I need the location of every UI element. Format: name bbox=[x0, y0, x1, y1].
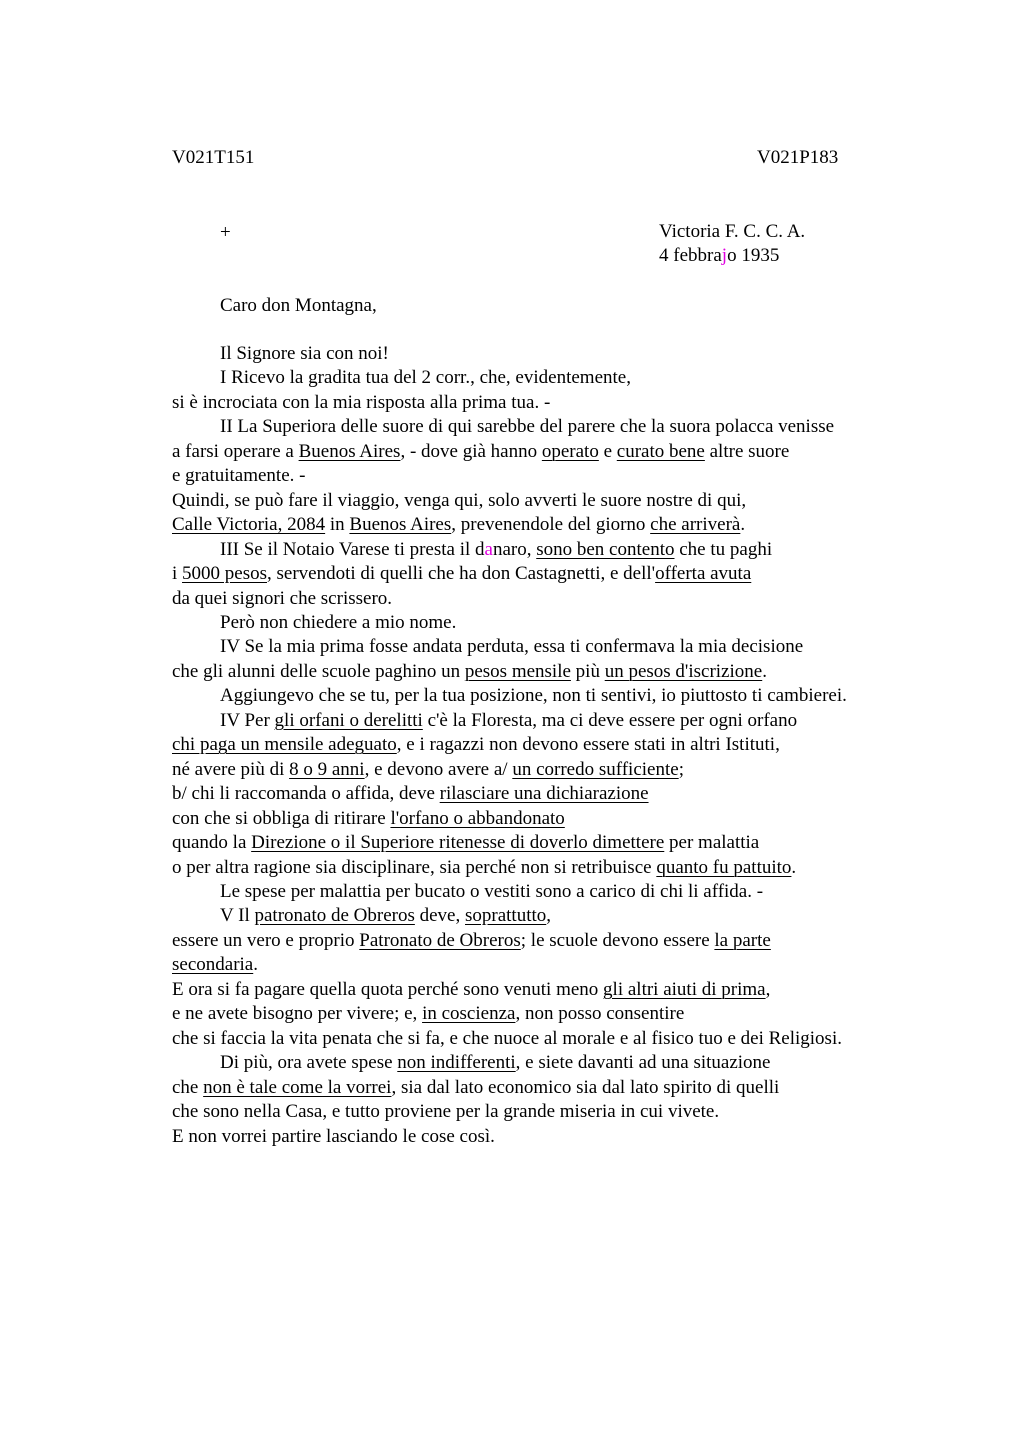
text-segment: Di più, ora avete spese bbox=[220, 1052, 398, 1074]
underlined-text: Buenos Aires bbox=[298, 440, 401, 462]
underlined-text: l'orfano o abbandonato bbox=[390, 807, 565, 829]
text-segment: altre suore bbox=[704, 440, 790, 462]
underlined-text: non indifferenti bbox=[397, 1052, 516, 1074]
text-segment: naro, bbox=[492, 538, 537, 560]
text-segment: I Ricevo la gradita tua del 2 corr., che, evidentemente, bbox=[220, 367, 631, 389]
date-part: o 1935 bbox=[727, 245, 780, 266]
text-segment: deve, bbox=[414, 905, 465, 927]
text-segment: e gratuitamente. - bbox=[172, 465, 306, 487]
body-line bbox=[172, 440, 932, 464]
body-line bbox=[172, 1002, 932, 1026]
text-segment: . bbox=[253, 954, 258, 976]
body-line bbox=[172, 733, 932, 757]
body-line bbox=[172, 562, 932, 586]
underlined-text: Buenos Aires bbox=[349, 514, 452, 536]
text-segment: ; le scuole devono essere bbox=[520, 929, 715, 951]
body-line bbox=[172, 709, 932, 733]
text-segment: E non vorrei partire lasciando le cose così. bbox=[172, 1125, 495, 1147]
text-segment: , non posso consentire bbox=[515, 1003, 685, 1025]
underlined-text: sono ben contento bbox=[536, 538, 675, 560]
body-line bbox=[172, 880, 932, 904]
body-line bbox=[172, 464, 932, 488]
date-part: 4 febbra bbox=[659, 245, 722, 266]
text-segment: né avere più di bbox=[172, 758, 290, 780]
text-segment: , e siete davanti ad una situazione bbox=[515, 1052, 771, 1074]
text-segment: IV Per bbox=[220, 709, 275, 731]
body-line bbox=[172, 684, 932, 708]
body-line bbox=[172, 366, 932, 390]
text-segment: che sono nella Casa, e tutto proviene per la grande miseria in cui vivete. bbox=[172, 1101, 720, 1123]
text-segment: Aggiungevo che se tu, per la tua posizione, non ti sentivi, io piuttosto ti cambierei. bbox=[220, 685, 847, 707]
marked-letter: a bbox=[484, 538, 493, 560]
text-segment: c'è la Floresta, ma ci deve essere per ogni orfano bbox=[422, 709, 798, 731]
date-marked-letter: j bbox=[721, 245, 728, 266]
text-segment: . bbox=[762, 660, 767, 682]
body-line bbox=[172, 831, 932, 855]
underlined-text: la parte bbox=[714, 929, 771, 951]
body-line bbox=[172, 611, 932, 635]
text-segment: essere un vero e proprio bbox=[172, 929, 360, 951]
underlined-text: secondaria bbox=[172, 954, 254, 976]
body-line bbox=[172, 929, 932, 953]
body-line bbox=[172, 538, 932, 562]
underlined-text: curato bene bbox=[616, 440, 705, 462]
text-segment: che tu paghi bbox=[674, 538, 773, 560]
text-segment: che gli alunni delle scuole paghino un bbox=[172, 660, 465, 682]
text-segment: , bbox=[765, 978, 771, 1000]
text-segment: Quindi, se può fare il viaggio, venga qui, solo avverti le suore nostre di qui, bbox=[172, 489, 747, 511]
text-segment: ; bbox=[678, 758, 684, 780]
underlined-text: un corredo sufficiente bbox=[512, 758, 679, 780]
text-segment: più bbox=[570, 660, 605, 682]
underlined-text: operato bbox=[541, 440, 599, 462]
underlined-text: Direzione o il Superiore ritenesse di doverlo dimettere bbox=[251, 832, 665, 854]
body-line bbox=[172, 635, 932, 659]
underlined-text: che arriverà bbox=[650, 514, 741, 536]
salutation: Caro don Montagna, bbox=[220, 295, 377, 316]
underlined-text: non è tale come la vorrei bbox=[203, 1076, 392, 1098]
text-segment: per malattia bbox=[664, 832, 760, 854]
text-segment: e ne avete bisogno per vivere; e, bbox=[172, 1003, 423, 1025]
underlined-text: gli orfani o derelitti bbox=[274, 709, 423, 731]
text-segment: , e devono avere a/ bbox=[364, 758, 513, 780]
body-line bbox=[172, 978, 932, 1002]
text-segment: II La Superiora delle suore di qui sarebbe del parere che la suora polacca venisse bbox=[220, 416, 835, 438]
text-segment: , bbox=[546, 905, 552, 927]
body-line bbox=[172, 856, 932, 880]
text-segment: Il Signore sia con noi! bbox=[220, 343, 389, 364]
letter-place-date bbox=[659, 220, 805, 268]
text-segment: IV Se la mia prima fosse andata perduta, essa ti confermava la mia decisione bbox=[220, 636, 804, 658]
body-line bbox=[172, 587, 932, 611]
text-segment: da quei signori che scrissero. bbox=[172, 587, 393, 609]
body-line bbox=[172, 342, 932, 366]
letter-body bbox=[172, 342, 932, 1149]
body-line bbox=[172, 904, 932, 928]
body-line bbox=[172, 489, 932, 513]
underlined-text: Patronato de Obreros bbox=[359, 929, 521, 951]
underlined-text: Calle Victoria, 2084 bbox=[172, 514, 326, 536]
cross-mark: + bbox=[220, 222, 231, 243]
text-segment: a farsi operare a bbox=[172, 440, 299, 462]
text-segment: con che si obbliga di ritirare bbox=[172, 807, 391, 829]
text-segment: i bbox=[172, 563, 183, 585]
letter-date bbox=[659, 244, 805, 268]
letter-place: Victoria F. C. C. A. bbox=[659, 221, 806, 242]
text-segment: e bbox=[598, 440, 617, 462]
text-segment: III Se il Notaio Varese ti presta il d bbox=[220, 538, 485, 560]
underlined-text: patronato de Obreros bbox=[254, 905, 415, 927]
body-line bbox=[172, 953, 932, 977]
body-line bbox=[172, 1100, 932, 1124]
underlined-text: offerta avuta bbox=[655, 563, 752, 585]
body-line bbox=[172, 758, 932, 782]
body-line bbox=[172, 1125, 932, 1149]
underlined-text: 5000 pesos bbox=[182, 563, 268, 585]
underlined-text: chi paga un mensile adeguato bbox=[172, 734, 397, 756]
body-line bbox=[172, 415, 932, 439]
text-segment: si è incrociata con la mia risposta alla prima tua. - bbox=[172, 391, 551, 413]
text-segment: Le spese per malattia per bucato o vestiti sono a carico di chi li affida. - bbox=[220, 880, 764, 902]
text-segment: . bbox=[791, 856, 797, 878]
text-segment: quando la bbox=[172, 832, 252, 854]
text-segment: b/ chi li raccomanda o affida, deve bbox=[172, 783, 440, 805]
underlined-text: gli altri aiuti di prima bbox=[603, 978, 766, 1000]
underlined-text: rilasciare una dichiarazione bbox=[439, 783, 649, 805]
underlined-text: pesos mensile bbox=[464, 660, 571, 682]
text-segment: , prevenendole del giorno bbox=[451, 514, 651, 536]
underlined-text: quanto fu pattuito bbox=[656, 856, 792, 878]
document-code-right: V021P183 bbox=[757, 147, 839, 168]
text-segment: Però non chiedere a mio nome. bbox=[220, 611, 457, 633]
body-line bbox=[172, 513, 932, 537]
body-line bbox=[172, 1051, 932, 1075]
body-line bbox=[172, 782, 932, 806]
body-line bbox=[172, 391, 932, 415]
text-segment: , e i ragazzi non devono essere stati in altri Istituti, bbox=[396, 734, 780, 756]
text-segment: . bbox=[740, 514, 746, 536]
text-segment: in bbox=[325, 514, 350, 536]
underlined-text: 8 o 9 anni bbox=[289, 758, 365, 780]
text-segment: , servendoti di quelli che ha don Castagnetti, e dell' bbox=[267, 563, 656, 585]
text-segment: , sia dal lato economico sia dal lato spirito di quelli bbox=[391, 1076, 780, 1098]
underlined-text: in coscienza bbox=[422, 1003, 516, 1025]
text-segment: che si faccia la vita penata che si fa, e che nuoce al morale e al fisico tuo e dei Religiosi. bbox=[172, 1027, 842, 1049]
underlined-text: un pesos d'iscrizione bbox=[604, 660, 763, 682]
text-segment: E ora si fa pagare quella quota perché sono venuti meno bbox=[172, 978, 604, 1000]
document-code-left: V021T151 bbox=[172, 147, 255, 168]
text-segment: o per altra ragione sia disciplinare, sia perché non si retribuisce bbox=[172, 856, 657, 878]
text-segment: che bbox=[172, 1076, 204, 1098]
underlined-text: soprattutto bbox=[465, 905, 547, 927]
body-line bbox=[172, 1076, 932, 1100]
body-line bbox=[172, 1027, 932, 1051]
body-line bbox=[172, 660, 932, 684]
text-segment: V Il bbox=[220, 905, 255, 927]
text-segment: , - dove già hanno bbox=[400, 440, 542, 462]
body-line bbox=[172, 807, 932, 831]
